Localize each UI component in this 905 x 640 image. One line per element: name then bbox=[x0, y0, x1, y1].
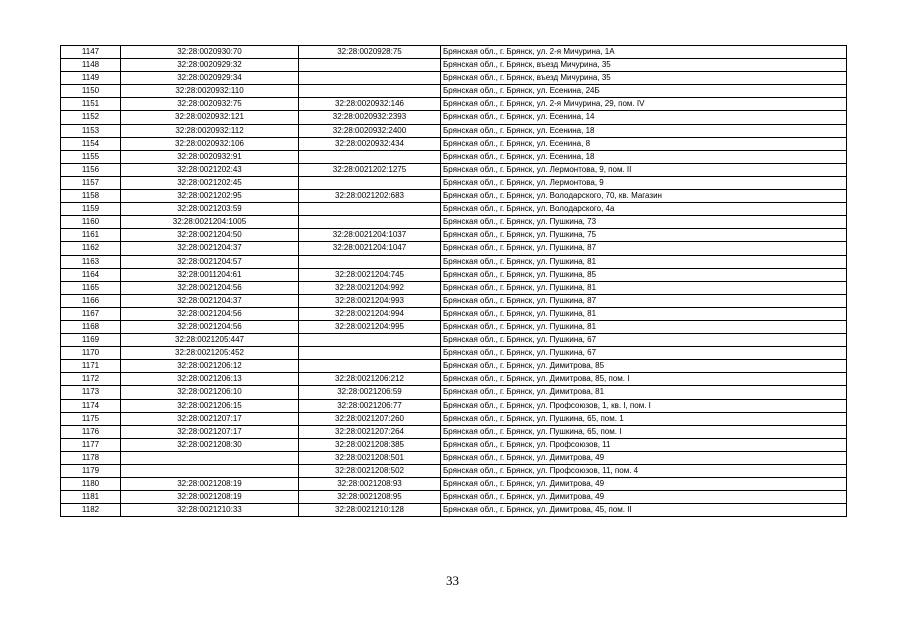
building-cadastral-number-cell bbox=[299, 347, 441, 360]
address-cell: Брянская обл., г. Брянск, ул. 2-я Мичурина, 29, пом. IV bbox=[441, 98, 847, 111]
table-row bbox=[61, 46, 847, 59]
cadastral-number-cell bbox=[121, 465, 299, 478]
building-cadastral-number-cell: 32:28:0021204:992 bbox=[299, 281, 441, 294]
cadastral-number-cell: 32:28:0020930:70 bbox=[121, 46, 299, 59]
cadastral-number-cell: 32:28:0021210:33 bbox=[121, 504, 299, 517]
address-cell: Брянская обл., г. Брянск, ул. Пушкина, 81 bbox=[441, 307, 847, 320]
table-row bbox=[61, 255, 847, 268]
row-number-cell: 1180 bbox=[61, 478, 121, 491]
address-cell: Брянская обл., г. Брянск, ул. Димитрова, 49 bbox=[441, 478, 847, 491]
address-cell: Брянская обл., г. Брянск, ул. Володарского, 4а bbox=[441, 203, 847, 216]
address-cell: Брянская обл., г. Брянск, ул. Есенина, 8 bbox=[441, 137, 847, 150]
row-number-cell: 1173 bbox=[61, 386, 121, 399]
building-cadastral-number-cell: 32:28:0021208:502 bbox=[299, 465, 441, 478]
table-row bbox=[61, 163, 847, 176]
table-row bbox=[61, 373, 847, 386]
address-cell: Брянская обл., г. Брянск, въезд Мичурина, 35 bbox=[441, 59, 847, 72]
table-row bbox=[61, 190, 847, 203]
building-cadastral-number-cell: 32:28:0021210:128 bbox=[299, 504, 441, 517]
table-row bbox=[61, 491, 847, 504]
row-number-cell: 1147 bbox=[61, 46, 121, 59]
address-cell: Брянская обл., г. Брянск, ул. Пушкина, 67 bbox=[441, 334, 847, 347]
address-cell: Брянская обл., г. Брянск, ул. Есенина, 24Б bbox=[441, 85, 847, 98]
address-cell: Брянская обл., г. Брянск, ул. Пушкина, 75 bbox=[441, 229, 847, 242]
row-number-cell: 1157 bbox=[61, 176, 121, 189]
address-cell: Брянская обл., г. Брянск, ул. Лермонтова, 9 bbox=[441, 176, 847, 189]
row-number-cell: 1181 bbox=[61, 491, 121, 504]
address-cell: Брянская обл., г. Брянск, ул. Есенина, 14 bbox=[441, 111, 847, 124]
address-cell: Брянская обл., г. Брянск, ул. Володарского, 70, кв. Магазин bbox=[441, 190, 847, 203]
cadastral-number-cell: 32:28:0020929:34 bbox=[121, 72, 299, 85]
building-cadastral-number-cell bbox=[299, 176, 441, 189]
row-number-cell: 1166 bbox=[61, 294, 121, 307]
row-number-cell: 1160 bbox=[61, 216, 121, 229]
table-row bbox=[61, 111, 847, 124]
table-row bbox=[61, 412, 847, 425]
building-cadastral-number-cell: 32:28:0021208:385 bbox=[299, 438, 441, 451]
building-cadastral-number-cell bbox=[299, 203, 441, 216]
cadastral-number-cell: 32:28:0021202:95 bbox=[121, 190, 299, 203]
cadastral-number-cell: 32:28:0021204:57 bbox=[121, 255, 299, 268]
cadastral-number-cell: 32:28:0021208:19 bbox=[121, 491, 299, 504]
address-cell: Брянская обл., г. Брянск, ул. Пушкина, 87 bbox=[441, 242, 847, 255]
cadastral-number-cell: 32:28:0021204:56 bbox=[121, 281, 299, 294]
row-number-cell: 1165 bbox=[61, 281, 121, 294]
table-row bbox=[61, 98, 847, 111]
building-cadastral-number-cell: 32:28:0021206:59 bbox=[299, 386, 441, 399]
cadastral-number-cell: 32:28:0011204:61 bbox=[121, 268, 299, 281]
address-cell: Брянская обл., г. Брянск, ул. Димитрова, 49 bbox=[441, 451, 847, 464]
row-number-cell: 1177 bbox=[61, 438, 121, 451]
row-number-cell: 1176 bbox=[61, 425, 121, 438]
cadastral-number-cell: 32:28:0021207:17 bbox=[121, 425, 299, 438]
cadastral-number-cell: 32:28:0021206:15 bbox=[121, 399, 299, 412]
cadastral-number-cell: 32:28:0021206:13 bbox=[121, 373, 299, 386]
building-cadastral-number-cell bbox=[299, 360, 441, 373]
building-cadastral-number-cell: 32:28:0020932:146 bbox=[299, 98, 441, 111]
building-cadastral-number-cell: 32:28:0021207:260 bbox=[299, 412, 441, 425]
cadastral-number-cell: 32:28:0021204:1005 bbox=[121, 216, 299, 229]
row-number-cell: 1155 bbox=[61, 150, 121, 163]
row-number-cell: 1178 bbox=[61, 451, 121, 464]
row-number-cell: 1150 bbox=[61, 85, 121, 98]
table-row bbox=[61, 229, 847, 242]
row-number-cell: 1158 bbox=[61, 190, 121, 203]
building-cadastral-number-cell: 32:28:0021204:994 bbox=[299, 307, 441, 320]
address-cell: Брянская обл., г. Брянск, ул. Пушкина, 65, пом. I bbox=[441, 425, 847, 438]
row-number-cell: 1171 bbox=[61, 360, 121, 373]
address-cell: Брянская обл., г. Брянск, ул. Пушкина, 67 bbox=[441, 347, 847, 360]
building-cadastral-number-cell: 32:28:0021204:1047 bbox=[299, 242, 441, 255]
address-cell: Брянская обл., г. Брянск, ул. Пушкина, 85 bbox=[441, 268, 847, 281]
row-number-cell: 1167 bbox=[61, 307, 121, 320]
building-cadastral-number-cell: 32:28:0020932:434 bbox=[299, 137, 441, 150]
address-cell: Брянская обл., г. Брянск, ул. Димитрова, 45, пом. II bbox=[441, 504, 847, 517]
table-row bbox=[61, 438, 847, 451]
building-cadastral-number-cell bbox=[299, 334, 441, 347]
row-number-cell: 1168 bbox=[61, 320, 121, 333]
building-cadastral-number-cell bbox=[299, 216, 441, 229]
building-cadastral-number-cell: 32:28:0020932:2400 bbox=[299, 124, 441, 137]
registry-table bbox=[60, 45, 847, 517]
address-cell: Брянская обл., г. Брянск, ул. Пушкина, 73 bbox=[441, 216, 847, 229]
table-row bbox=[61, 386, 847, 399]
table-row bbox=[61, 176, 847, 189]
row-number-cell: 1175 bbox=[61, 412, 121, 425]
cadastral-number-cell: 32:28:0020932:110 bbox=[121, 85, 299, 98]
registry-table-body bbox=[61, 46, 847, 517]
row-number-cell: 1153 bbox=[61, 124, 121, 137]
cadastral-number-cell: 32:28:0021202:45 bbox=[121, 176, 299, 189]
cadastral-number-cell: 32:28:0021206:10 bbox=[121, 386, 299, 399]
row-number-cell: 1174 bbox=[61, 399, 121, 412]
building-cadastral-number-cell bbox=[299, 85, 441, 98]
page-number: 33 bbox=[446, 573, 459, 588]
address-cell: Брянская обл., г. Брянск, ул. Профсоюзов, 11 bbox=[441, 438, 847, 451]
table-row bbox=[61, 281, 847, 294]
table-row bbox=[61, 203, 847, 216]
cadastral-number-cell: 32:28:0021207:17 bbox=[121, 412, 299, 425]
cadastral-number-cell: 32:28:0021208:19 bbox=[121, 478, 299, 491]
address-cell: Брянская обл., г. Брянск, ул. Пушкина, 87 bbox=[441, 294, 847, 307]
table-row bbox=[61, 268, 847, 281]
cadastral-number-cell: 32:28:0021202:43 bbox=[121, 163, 299, 176]
table-row bbox=[61, 124, 847, 137]
address-cell: Брянская обл., г. Брянск, ул. Димитрова, 49 bbox=[441, 491, 847, 504]
address-cell: Брянская обл., г. Брянск, ул. Димитрова, 81 bbox=[441, 386, 847, 399]
building-cadastral-number-cell: 32:28:0021208:93 bbox=[299, 478, 441, 491]
cadastral-number-cell: 32:28:0021204:37 bbox=[121, 294, 299, 307]
table-row bbox=[61, 294, 847, 307]
row-number-cell: 1148 bbox=[61, 59, 121, 72]
row-number-cell: 1164 bbox=[61, 268, 121, 281]
table-row bbox=[61, 425, 847, 438]
building-cadastral-number-cell: 32:28:0021204:995 bbox=[299, 320, 441, 333]
address-cell: Брянская обл., г. Брянск, ул. Пушкина, 81 bbox=[441, 320, 847, 333]
cadastral-number-cell: 32:28:0020932:75 bbox=[121, 98, 299, 111]
building-cadastral-number-cell: 32:28:0021204:993 bbox=[299, 294, 441, 307]
building-cadastral-number-cell: 32:28:0021206:212 bbox=[299, 373, 441, 386]
address-cell: Брянская обл., г. Брянск, ул. Лермонтова, 9, пом. II bbox=[441, 163, 847, 176]
table-row bbox=[61, 307, 847, 320]
building-cadastral-number-cell bbox=[299, 72, 441, 85]
row-number-cell: 1156 bbox=[61, 163, 121, 176]
cadastral-number-cell: 32:28:0021204:56 bbox=[121, 307, 299, 320]
row-number-cell: 1182 bbox=[61, 504, 121, 517]
row-number-cell: 1154 bbox=[61, 137, 121, 150]
address-cell: Брянская обл., г. Брянск, ул. Димитрова, 85 bbox=[441, 360, 847, 373]
table-row bbox=[61, 465, 847, 478]
building-cadastral-number-cell: 32:28:0021208:501 bbox=[299, 451, 441, 464]
row-number-cell: 1149 bbox=[61, 72, 121, 85]
table-row bbox=[61, 72, 847, 85]
building-cadastral-number-cell bbox=[299, 150, 441, 163]
row-number-cell: 1151 bbox=[61, 98, 121, 111]
table-row bbox=[61, 150, 847, 163]
building-cadastral-number-cell bbox=[299, 255, 441, 268]
table-row bbox=[61, 360, 847, 373]
cadastral-number-cell: 32:28:0021205:447 bbox=[121, 334, 299, 347]
row-number-cell: 1159 bbox=[61, 203, 121, 216]
building-cadastral-number-cell: 32:28:0021208:95 bbox=[299, 491, 441, 504]
table-row bbox=[61, 347, 847, 360]
table-row bbox=[61, 59, 847, 72]
building-cadastral-number-cell: 32:28:0020932:2393 bbox=[299, 111, 441, 124]
building-cadastral-number-cell: 32:28:0021206:77 bbox=[299, 399, 441, 412]
cadastral-number-cell bbox=[121, 451, 299, 464]
cadastral-number-cell: 32:28:0020932:112 bbox=[121, 124, 299, 137]
table-row bbox=[61, 216, 847, 229]
address-cell: Брянская обл., г. Брянск, въезд Мичурина, 35 bbox=[441, 72, 847, 85]
table-row bbox=[61, 451, 847, 464]
row-number-cell: 1161 bbox=[61, 229, 121, 242]
cadastral-number-cell: 32:28:0021204:37 bbox=[121, 242, 299, 255]
cadastral-number-cell: 32:28:0021206:12 bbox=[121, 360, 299, 373]
table-row bbox=[61, 504, 847, 517]
building-cadastral-number-cell: 32:28:0021207:264 bbox=[299, 425, 441, 438]
building-cadastral-number-cell: 32:28:0021202:683 bbox=[299, 190, 441, 203]
cadastral-number-cell: 32:28:0021205:452 bbox=[121, 347, 299, 360]
address-cell: Брянская обл., г. Брянск, ул. Пушкина, 65, пом. 1 bbox=[441, 412, 847, 425]
cadastral-number-cell: 32:28:0021208:30 bbox=[121, 438, 299, 451]
cadastral-number-cell: 32:28:0021204:56 bbox=[121, 320, 299, 333]
address-cell: Брянская обл., г. Брянск, ул. Пушкина, 81 bbox=[441, 281, 847, 294]
row-number-cell: 1169 bbox=[61, 334, 121, 347]
building-cadastral-number-cell bbox=[299, 59, 441, 72]
cadastral-number-cell: 32:28:0020929:32 bbox=[121, 59, 299, 72]
address-cell: Брянская обл., г. Брянск, ул. Пушкина, 81 bbox=[441, 255, 847, 268]
cadastral-number-cell: 32:28:0021203:59 bbox=[121, 203, 299, 216]
building-cadastral-number-cell: 32:28:0020928:75 bbox=[299, 46, 441, 59]
address-cell: Брянская обл., г. Брянск, ул. Есенина, 18 bbox=[441, 124, 847, 137]
table-row bbox=[61, 242, 847, 255]
table-row bbox=[61, 320, 847, 333]
address-cell: Брянская обл., г. Брянск, ул. Профсоюзов, 1, кв. I, пом. I bbox=[441, 399, 847, 412]
cadastral-number-cell: 32:28:0020932:106 bbox=[121, 137, 299, 150]
table-row bbox=[61, 137, 847, 150]
address-cell: Брянская обл., г. Брянск, ул. Профсоюзов, 11, пом. 4 bbox=[441, 465, 847, 478]
row-number-cell: 1163 bbox=[61, 255, 121, 268]
building-cadastral-number-cell: 32:28:0021202:1275 bbox=[299, 163, 441, 176]
table-row bbox=[61, 478, 847, 491]
table-row bbox=[61, 399, 847, 412]
building-cadastral-number-cell: 32:28:0021204:745 bbox=[299, 268, 441, 281]
row-number-cell: 1172 bbox=[61, 373, 121, 386]
table-row bbox=[61, 85, 847, 98]
address-cell: Брянская обл., г. Брянск, ул. Димитрова, 85, пом. I bbox=[441, 373, 847, 386]
row-number-cell: 1152 bbox=[61, 111, 121, 124]
building-cadastral-number-cell: 32:28:0021204:1037 bbox=[299, 229, 441, 242]
cadastral-number-cell: 32:28:0020932:91 bbox=[121, 150, 299, 163]
row-number-cell: 1179 bbox=[61, 465, 121, 478]
address-cell: Брянская обл., г. Брянск, ул. 2-я Мичурина, 1А bbox=[441, 46, 847, 59]
cadastral-number-cell: 32:28:0020932:121 bbox=[121, 111, 299, 124]
row-number-cell: 1170 bbox=[61, 347, 121, 360]
cadastral-number-cell: 32:28:0021204:50 bbox=[121, 229, 299, 242]
table-row bbox=[61, 334, 847, 347]
row-number-cell: 1162 bbox=[61, 242, 121, 255]
address-cell: Брянская обл., г. Брянск, ул. Есенина, 18 bbox=[441, 150, 847, 163]
